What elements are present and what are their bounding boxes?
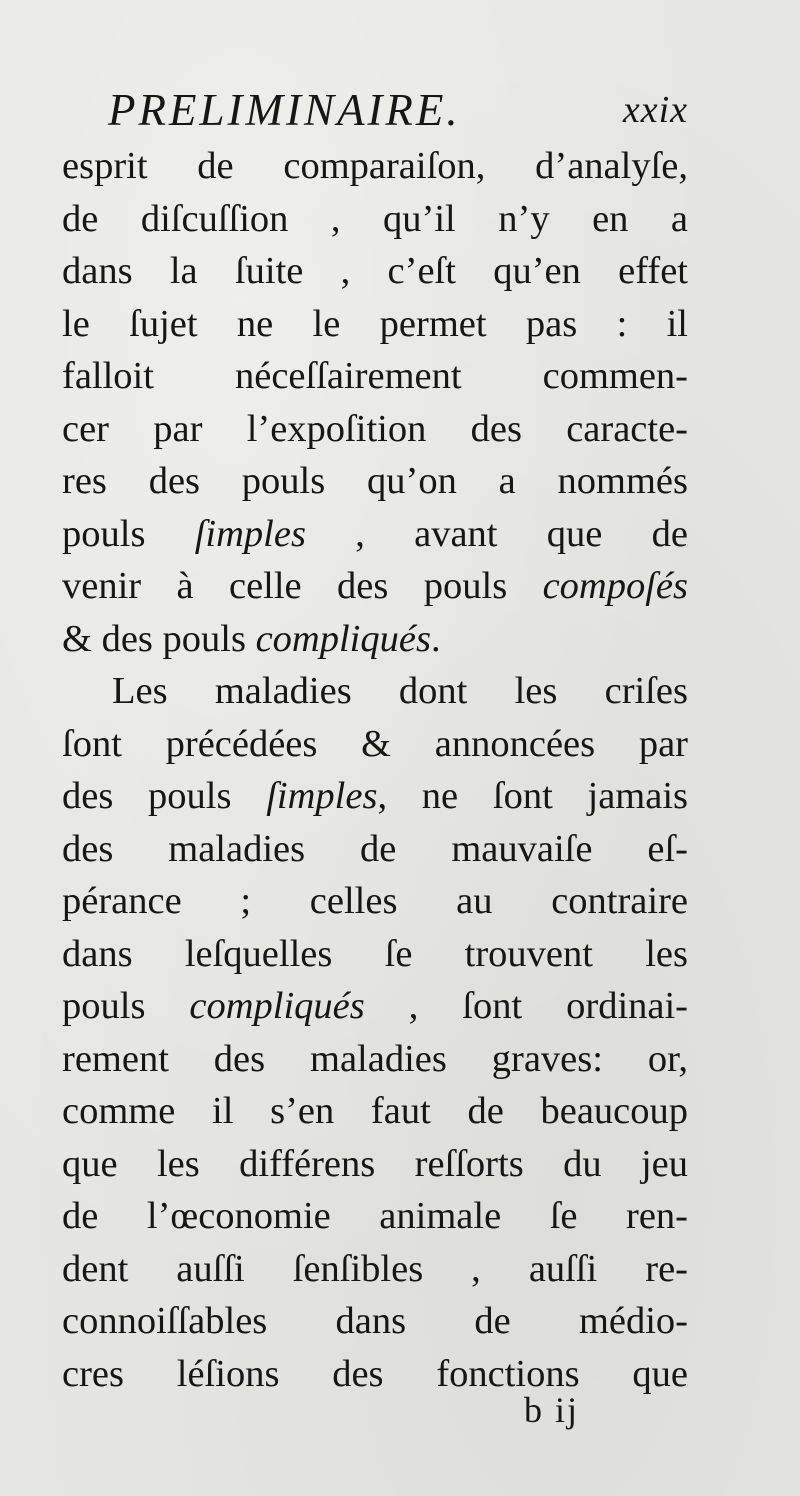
text-line: ſont précédées & annoncées par <box>62 722 688 765</box>
text-line <box>62 613 688 666</box>
italic-term: ſimples <box>266 775 378 817</box>
text-line: res des pouls qu’on a nommés <box>62 460 688 502</box>
page-number: xxix <box>622 89 688 131</box>
text-line: pérance ; celles au contraire <box>62 880 688 922</box>
italic-term: compoſés <box>542 565 688 607</box>
text-segment: & des pouls <box>62 617 246 660</box>
paragraph-start-line: Les maladies dont les criſes <box>112 670 688 712</box>
text-line <box>62 980 688 1033</box>
text-line: des maladies de mauvaiſe eſ- <box>62 827 688 870</box>
text-line: cres léſions des fonctions que <box>62 1352 688 1395</box>
text-line: dans la ſuite , c’eſt qu’en effet <box>62 250 688 292</box>
text-line: de l’œconomie animale ſe ren- <box>62 1195 688 1237</box>
text-line <box>62 560 688 613</box>
italic-term: compliqués <box>255 617 431 660</box>
text-line: de diſcuſſion , qu’il n’y en a <box>62 197 688 240</box>
text-segment: , ſont ordinai- <box>408 985 688 1027</box>
text-line <box>62 770 688 823</box>
text-segment: . <box>430 617 441 660</box>
italic-term: ſimples <box>194 512 306 555</box>
text-line: le ſujet ne le permet pas : il <box>62 302 688 345</box>
text-line: dans leſquelles ſe trouvent les <box>62 932 688 975</box>
text-segment: des pouls <box>62 775 232 817</box>
text-line: rement des maladies graves: or, <box>62 1037 688 1080</box>
text-segment: , avant que de <box>355 512 688 555</box>
text-segment: venir à celle des pouls <box>62 565 508 607</box>
text-line: que les différens reſſorts du jeu <box>62 1142 688 1185</box>
text-line: dent auſſi ſenſibles , auſſi re- <box>62 1247 688 1290</box>
text-line: esprit de comparaiſon, d’analyſe, <box>62 145 688 187</box>
italic-term: compliqués <box>189 985 365 1027</box>
running-head: PRELIMINAIRE. <box>108 85 461 135</box>
body-text <box>62 140 688 1400</box>
page-header <box>62 82 688 138</box>
text-segment: , ne ſont jamais <box>377 775 688 817</box>
text-segment: pouls <box>62 512 146 555</box>
text-line: cer par l’expoſition des caracte- <box>62 407 688 450</box>
text-line: connoiſſables dans de médio- <box>62 1300 688 1342</box>
text-segment: pouls <box>62 985 146 1027</box>
text-line: comme il s’en faut de beaucoup <box>62 1090 688 1132</box>
text-line: falloit néceſſairement commen- <box>62 355 688 397</box>
text-line <box>62 508 688 561</box>
signature-mark: b ij <box>524 1390 580 1430</box>
